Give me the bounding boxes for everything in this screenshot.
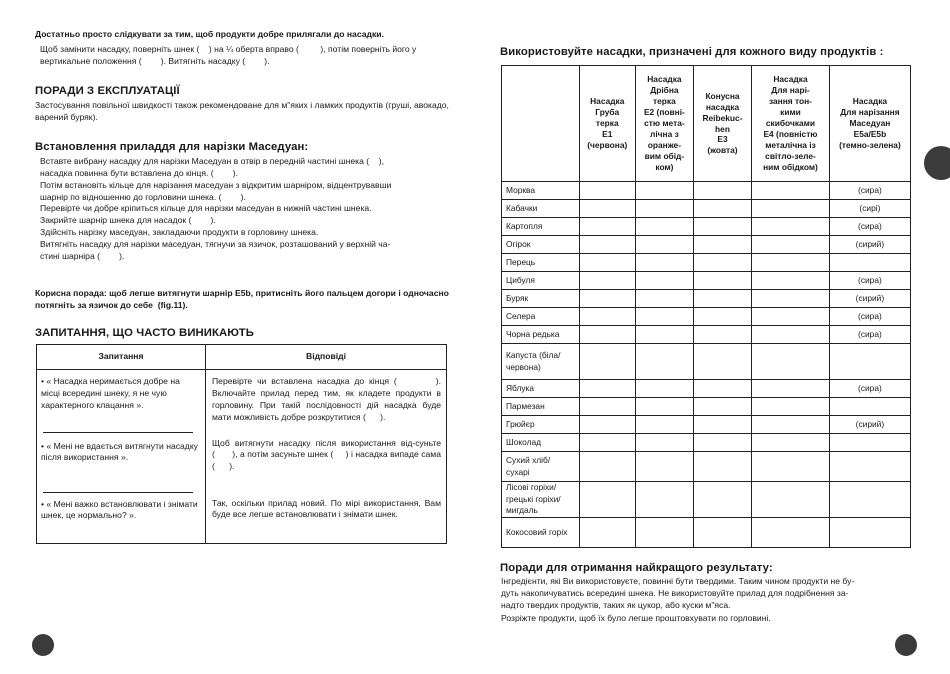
faq-question: • « Насадка неримається добре на місці всередині шнеку, я не чую характерного клацання ».	[37, 370, 206, 432]
page-marker-dot	[32, 634, 54, 656]
column-header-line: (жовта)	[707, 145, 738, 156]
attachment-cell	[635, 182, 693, 200]
product-row	[502, 308, 911, 326]
attachment-cell	[693, 272, 751, 290]
attachment-cell	[752, 218, 830, 236]
attachment-cell	[752, 236, 830, 254]
attachment-cell	[579, 290, 635, 308]
attachment-cell	[579, 416, 635, 434]
tips-heading: ПОРАДИ З ЕКСПЛУАТАЦІЇ	[35, 85, 180, 97]
attachment-cell	[635, 452, 693, 482]
attachment-cell	[693, 218, 751, 236]
macedoine-cell: (сира)	[829, 326, 910, 344]
table-heading: Використовуйте насадки, призначені для кожного виду продуктів :	[500, 46, 884, 58]
header-e3	[693, 66, 751, 182]
install-line: Потім встановіть кільце для нарізання маседуан з відкритим шарніром, відцентрувавши	[40, 179, 392, 190]
attachment-cell	[752, 326, 830, 344]
product-name: Перець	[502, 254, 580, 272]
attachment-cell	[752, 254, 830, 272]
product-row	[502, 482, 911, 518]
attachment-cell	[693, 182, 751, 200]
attachment-cell	[693, 236, 751, 254]
attachment-cell	[693, 398, 751, 416]
attachment-cell	[752, 434, 830, 452]
product-name: Кокосовий горіх	[502, 518, 580, 548]
side-tab-marker	[924, 146, 950, 180]
macedoine-cell	[829, 434, 910, 452]
header-blank	[502, 66, 580, 182]
attachment-cell	[635, 290, 693, 308]
best-line: дуть накопичуватись всередині шнека. Не використовуйте прилад для подрібнення за-	[501, 588, 849, 599]
attachment-cell	[752, 452, 830, 482]
attachment-cell	[635, 518, 693, 548]
macedoine-cell: (сира)	[829, 380, 910, 398]
product-table	[501, 65, 911, 548]
column-header-line: hen	[715, 123, 730, 134]
product-name: Пармезан	[502, 398, 580, 416]
product-name: Шоколад	[502, 434, 580, 452]
attachment-cell	[693, 200, 751, 218]
attachment-cell	[635, 398, 693, 416]
product-row	[502, 398, 911, 416]
column-header-line: терка	[653, 96, 676, 107]
install-line: Перевірте чи добре кріпиться кільце для нарізки маседуан в нижній частині шнека.	[40, 203, 372, 214]
faq-question-cell	[37, 492, 206, 544]
macedoine-cell: (сирий)	[829, 290, 910, 308]
useful-tip: Корисна порада: щоб легше витягнути шарнір E5b, притисніть його пальцем догори і одночасно потягніть за язичок до себе (fig.11).	[35, 288, 449, 310]
attachment-cell	[635, 344, 693, 380]
attachment-cell	[579, 380, 635, 398]
faq-question-cell	[37, 432, 206, 492]
product-name: Капуста (біла/червона)	[502, 344, 580, 380]
header-e5	[829, 66, 910, 182]
attachment-cell	[693, 254, 751, 272]
attachment-cell	[579, 200, 635, 218]
macedoine-cell	[829, 344, 910, 380]
product-name: Цибуля	[502, 272, 580, 290]
faq-grid	[36, 344, 447, 544]
attachment-cell	[635, 254, 693, 272]
faq-question: • « Мені не вдається витягнути насадку після використання ».	[41, 440, 198, 463]
column-header-line: E4 (повністю	[763, 128, 818, 139]
intro-bold-text: Достатньо просто слідкувати за тим, щоб продукти добре прилягали до насадки.	[35, 29, 384, 39]
attachment-cell	[635, 218, 693, 236]
attachment-cell	[635, 272, 693, 290]
attachment-cell	[752, 272, 830, 290]
column-header-line: Насадка	[852, 96, 888, 107]
faq-heading: ЗАПИТАННЯ, ЩО ЧАСТО ВИНИКАЮТЬ	[35, 327, 254, 339]
column-header-line: скибочками	[765, 118, 816, 129]
product-row	[502, 344, 911, 380]
attachment-cell	[635, 236, 693, 254]
column-header-line: Для нарізання	[840, 107, 900, 118]
attachment-cell	[752, 482, 830, 518]
attachment-cell	[635, 308, 693, 326]
macedoine-cell: (сира)	[829, 218, 910, 236]
faq-col-question: Запитання	[37, 345, 206, 370]
column-header-line: Дрібна	[650, 85, 679, 96]
attachment-cell	[635, 200, 693, 218]
install-heading: Встановлення приладдя для нарізки Маседуан:	[35, 141, 309, 153]
product-name: Сухий хліб/ сухарі	[502, 452, 580, 482]
column-header-line: Груба	[595, 107, 620, 118]
tips-text: Застосування повільної швидкості також рекомендоване для м"яких і ламких продуктів (груші, авокадо, варений буряк).	[35, 100, 449, 122]
product-name: Огірок	[502, 236, 580, 254]
attachment-cell	[752, 416, 830, 434]
attachment-cell	[693, 434, 751, 452]
column-header-line: світло-зеле-	[765, 150, 816, 161]
product-name: Грюйєр	[502, 416, 580, 434]
product-name: Чорна редька	[502, 326, 580, 344]
page-marker-dot	[895, 634, 917, 656]
header-e4	[752, 66, 830, 182]
column-header-line: терка	[595, 118, 619, 129]
attachment-cell	[752, 200, 830, 218]
attachment-cell	[693, 290, 751, 308]
attachment-cell	[752, 398, 830, 416]
column-header-line: (червона)	[587, 139, 628, 150]
macedoine-cell	[829, 482, 910, 518]
column-header-line: насадка	[705, 101, 740, 112]
attachment-cell	[579, 482, 635, 518]
macedoine-cell: (сира)	[829, 308, 910, 326]
column-header-line: лічна з	[650, 128, 679, 139]
install-line: стині шарніра ( ).	[40, 250, 125, 261]
column-header-line: Маседуан	[849, 118, 891, 129]
product-row	[502, 290, 911, 308]
faq-question: • « Мені важко встановлювати і знімати шнек, це нормально? ».	[41, 498, 198, 521]
faq-answer: Так, оскільки прилад новий. По мірі використання, Вам буде все легше встановлювати і знімати шнек.	[206, 492, 447, 544]
macedoine-cell: (сирий)	[829, 236, 910, 254]
header-e2	[635, 66, 693, 182]
column-header-line: Насадка	[773, 74, 808, 85]
attachment-cell	[579, 326, 635, 344]
attachment-cell	[693, 518, 751, 548]
product-row	[502, 236, 911, 254]
product-row	[502, 326, 911, 344]
install-line: Витягніть насадку для нарізки маседуан, тягнучи за язичок, розташований у верхній ча-	[40, 239, 391, 250]
macedoine-cell	[829, 398, 910, 416]
attachment-cell	[693, 416, 751, 434]
product-name: Яблука	[502, 380, 580, 398]
product-body	[502, 182, 911, 548]
column-header-line: оранже-	[647, 139, 682, 150]
macedoine-cell: (сирі)	[829, 200, 910, 218]
product-row	[502, 254, 911, 272]
attachment-cell	[579, 236, 635, 254]
attachment-cell	[693, 326, 751, 344]
product-name: Картопля	[502, 218, 580, 236]
intro-text: Щоб замінити насадку, поверніть шнек ( ) на ¼ оберта вправо ( ), потім поверніть його у вертикальне положення ( ). Витягніть насадку ( ).	[40, 44, 417, 66]
column-header-line: вим обід-	[644, 150, 685, 161]
macedoine-cell	[829, 254, 910, 272]
product-row	[502, 182, 911, 200]
attachment-cell	[579, 344, 635, 380]
install-line: насадка повинна бути вставлена до кінця. ( ).	[40, 167, 238, 178]
attachment-cell	[579, 182, 635, 200]
macedoine-cell: (сира)	[829, 182, 910, 200]
attachment-cell	[752, 308, 830, 326]
product-header-row	[502, 66, 911, 182]
faq-row	[37, 370, 447, 432]
right-page	[475, 0, 950, 674]
macedoine-cell	[829, 518, 910, 548]
column-header-line: ним обідком)	[763, 161, 818, 172]
column-header-line: металічна із	[765, 139, 816, 150]
attachment-cell	[635, 434, 693, 452]
install-steps	[40, 156, 455, 263]
column-header-line: Конусна	[705, 90, 740, 101]
install-line: Закрийте шарнір шнека для насадок ( ).	[40, 215, 216, 226]
column-header-line: Для нарі-	[771, 85, 810, 96]
product-name: Селера	[502, 308, 580, 326]
product-row	[502, 272, 911, 290]
column-header-line: стю мета-	[644, 118, 685, 129]
column-header-line: Reibekuc-	[702, 112, 743, 123]
attachment-cell	[635, 380, 693, 398]
product-name: Буряк	[502, 290, 580, 308]
product-row	[502, 452, 911, 482]
attachment-cell	[635, 482, 693, 518]
product-row	[502, 200, 911, 218]
column-header-line: E2 (повні-	[643, 107, 685, 118]
product-name: Морква	[502, 182, 580, 200]
attachment-cell	[579, 452, 635, 482]
attachment-cell	[693, 452, 751, 482]
faq-table	[36, 344, 447, 544]
column-header-line: E1	[602, 128, 613, 139]
best-line: Інгредієнти, які Ви використовуєте, повинні бути твердими. Таким чином продукти не бу-	[501, 576, 855, 586]
attachment-cell	[693, 308, 751, 326]
attachment-cell	[579, 218, 635, 236]
best-results-heading: Поради для отримання найкращого результату:	[500, 562, 773, 574]
best-line: Розріжте продукти, щоб їх було легше проштовхувати по горловині.	[501, 612, 771, 623]
product-row	[502, 218, 911, 236]
product-name: Кабачки	[502, 200, 580, 218]
attachment-cell	[693, 380, 751, 398]
macedoine-cell: (сира)	[829, 272, 910, 290]
attachment-cell	[579, 518, 635, 548]
install-line: шарнір по відношенню до горловини шнека. ( ).	[40, 191, 246, 202]
attachment-cell	[579, 272, 635, 290]
faq-row	[37, 492, 447, 544]
attachment-cell	[579, 434, 635, 452]
product-row	[502, 416, 911, 434]
column-header-line: (темно-зелена)	[839, 139, 901, 150]
column-header-line: Насадка	[590, 96, 625, 107]
product-grid	[501, 65, 911, 548]
column-header-line: ком)	[655, 161, 674, 172]
install-line: Здійсніть нарізку маседуан, закладаючи продукти в горловину шнека.	[40, 227, 319, 238]
macedoine-cell: (сирий)	[829, 416, 910, 434]
column-header-line: E3	[717, 134, 728, 145]
install-line: Вставте вибрану насадку для нарізки Маседуан в отвір в передній частині шнека ( ),	[40, 156, 384, 166]
column-header-line: зання тон-	[768, 96, 812, 107]
product-name: Лісові горіхи/грецькі горіхи/мигдаль	[502, 482, 580, 518]
attachment-cell	[579, 254, 635, 272]
faq-col-answer: Відповіді	[206, 345, 447, 370]
attachment-cell	[752, 290, 830, 308]
attachment-cell	[752, 182, 830, 200]
attachment-cell	[752, 380, 830, 398]
header-e1	[579, 66, 635, 182]
attachment-cell	[579, 308, 635, 326]
product-row	[502, 380, 911, 398]
column-header-line: Насадка	[647, 74, 682, 85]
best-line: надто твердих продуктів, таких як цукор, або куски м"яса.	[501, 600, 731, 611]
faq-answer: Перевірте чи вставлена насадка до кінця ( ). Включайте прилад перед тим, як кладете продукти в горловину. При такій послідовності дій насадка буде мати можливість добре розкрутитися ( ).	[206, 370, 447, 432]
column-header-line: кими	[780, 107, 801, 118]
attachment-cell	[693, 344, 751, 380]
attachment-cell	[579, 398, 635, 416]
product-row	[502, 434, 911, 452]
attachment-cell	[752, 344, 830, 380]
attachment-cell	[693, 482, 751, 518]
faq-answer: Щоб витягнути насадку після використання від-суньте ( ), а потім засуньте шнек ( ) і насадка випаде сама ( ).	[206, 432, 447, 492]
macedoine-cell	[829, 452, 910, 482]
attachment-cell	[752, 518, 830, 548]
best-results-text	[501, 575, 921, 624]
attachment-cell	[635, 416, 693, 434]
faq-row	[37, 432, 447, 492]
attachment-cell	[635, 326, 693, 344]
product-row	[502, 518, 911, 548]
column-header-line: E5a/E5b	[853, 128, 887, 139]
